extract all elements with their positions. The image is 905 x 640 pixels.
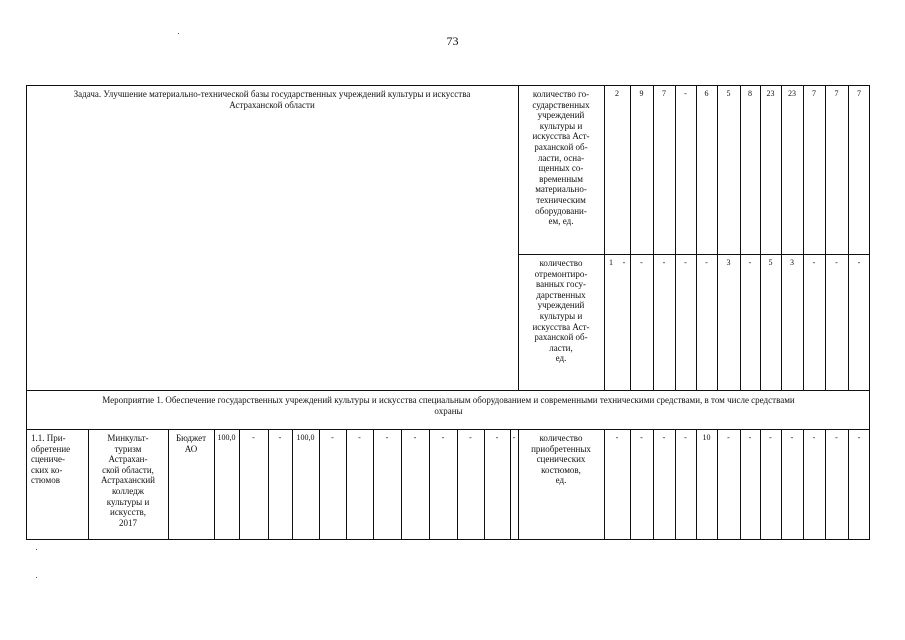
column-divider xyxy=(717,86,718,390)
indicator-label-repaired: количество отремонтиро- ванных госу- дарственных учреждений культуры и искусства Аст- раханской об- ласти, ед. xyxy=(532,258,590,364)
indicator-value-cell: 7 xyxy=(662,89,666,98)
finance-value-cell: - xyxy=(512,433,516,442)
finance-value-cell: - xyxy=(331,433,334,442)
column-divider xyxy=(825,86,826,390)
indicator-value-cell: - xyxy=(857,433,861,442)
finance-value-cell: - xyxy=(252,433,255,442)
indicator-value-cell: - xyxy=(640,258,643,267)
item-source: Бюджет АО xyxy=(175,433,207,454)
indicator-value-cell: - xyxy=(748,433,752,442)
row-divider xyxy=(518,254,870,255)
indicator-value-cell: 1 xyxy=(609,258,613,267)
scan-speck xyxy=(36,577,37,578)
column-divider xyxy=(630,86,631,390)
indicator-value-cell: 6 xyxy=(704,89,709,98)
task-title: Задача. Улучшение материально-технической базы государственных учреждений культуры и искусства Астраханской области xyxy=(73,89,471,110)
indicator-value-cell: 9 xyxy=(639,89,644,98)
indicator-value-cell: 7 xyxy=(857,89,861,98)
column-divider xyxy=(848,86,849,390)
column-divider xyxy=(717,429,718,540)
indicator-value-cell: 10 xyxy=(702,433,711,442)
indicator-value-cell: - xyxy=(684,433,687,442)
indicator-value-cell: - xyxy=(835,433,838,442)
indicator-value-cell: - xyxy=(812,258,816,267)
indicator-value-cell: - xyxy=(705,258,708,267)
column-divider xyxy=(781,429,782,540)
finance-value-cell: - xyxy=(385,433,389,442)
finance-value-cell: - xyxy=(278,433,282,442)
column-divider xyxy=(803,429,804,540)
column-divider xyxy=(675,429,676,540)
indicator-value-cell: 8 xyxy=(748,89,752,98)
column-divider xyxy=(239,429,240,540)
finance-value-cell: - xyxy=(441,433,445,442)
indicator-value-cell: - xyxy=(662,258,666,267)
indicator-value-cell: 2 xyxy=(615,89,619,98)
item-indicator-label: количество приобретенных сценических костюмов, ед. xyxy=(531,433,591,486)
indicator-value-cell: 5 xyxy=(726,89,731,98)
column-divider xyxy=(781,86,782,390)
column-divider xyxy=(457,429,458,540)
indicator-value-cell: - xyxy=(812,433,816,442)
column-divider xyxy=(319,429,320,540)
column-divider xyxy=(740,86,741,390)
item-executor: Минкульт- туризм Астрахан- ской области, Астраханский колледж культуры и искусств, 2017 xyxy=(101,433,155,528)
indicator-value-cell: - xyxy=(640,433,643,442)
indicator-value-cell: - xyxy=(748,258,752,267)
column-divider xyxy=(760,86,761,390)
column-divider xyxy=(848,429,849,540)
finance-value-cell: - xyxy=(469,433,472,442)
column-divider xyxy=(518,429,519,540)
column-divider xyxy=(484,429,485,540)
page-number: 73 xyxy=(446,34,459,48)
column-divider xyxy=(630,429,631,540)
column-divider xyxy=(518,86,519,390)
indicator-value-cell: - xyxy=(684,258,687,267)
column-divider xyxy=(604,429,605,540)
column-divider xyxy=(346,429,347,540)
row-divider xyxy=(27,390,870,391)
column-divider xyxy=(696,429,697,540)
measure-title: Мероприятие 1. Обеспечение государственных учреждений культуры и искусства специальным оборудованием и современными техническими средствами, в том числе средствами охраны xyxy=(102,395,795,416)
indicator-value-cell: - xyxy=(835,258,838,267)
indicator-value-cell: 3 xyxy=(726,258,731,267)
indicator-value-cell: 23 xyxy=(788,89,796,98)
scan-speck xyxy=(178,33,179,34)
column-divider xyxy=(604,86,605,390)
indicator-value-cell: - xyxy=(662,433,666,442)
indicator-value-cell: - xyxy=(727,433,730,442)
indicator-value-cell: 7 xyxy=(834,89,839,98)
finance-value-cell: - xyxy=(413,433,417,442)
column-divider xyxy=(696,86,697,390)
indicator-value-cell: - xyxy=(857,258,861,267)
indicator-value-cell: - xyxy=(622,258,626,267)
indicator-value-cell: 7 xyxy=(812,89,816,98)
indicator-value-cell: - xyxy=(615,433,619,442)
indicator-value-cell: 3 xyxy=(790,258,794,267)
finance-value-cell: - xyxy=(495,433,499,442)
column-divider xyxy=(825,429,826,540)
indicator-value-cell: - xyxy=(790,433,794,442)
finance-value-cell: - xyxy=(358,433,361,442)
column-divider xyxy=(760,429,761,540)
column-divider xyxy=(675,86,676,390)
indicator-label-equipped: количество го- сударственных учреждений культуры и искусства Аст- раханской об- ласти, осна- щенных со- временным материально- техническим оборудовани- ем, ед. xyxy=(532,89,590,227)
column-divider xyxy=(653,86,654,390)
scan-speck xyxy=(36,549,37,550)
program-table xyxy=(26,85,870,540)
indicator-value-cell: 5 xyxy=(768,258,773,267)
column-divider xyxy=(740,429,741,540)
column-divider xyxy=(510,429,511,540)
finance-value-cell: 100,0 xyxy=(296,433,315,442)
row-divider xyxy=(27,429,870,430)
indicator-value-cell: - xyxy=(769,433,772,442)
column-divider xyxy=(401,429,402,540)
column-divider xyxy=(429,429,430,540)
indicator-value-cell: - xyxy=(684,89,687,98)
item-number: 1.1. При- обретение сцениче- ских ко- стюмов xyxy=(31,433,71,486)
column-divider xyxy=(803,86,804,390)
indicator-value-cell: 23 xyxy=(766,89,775,98)
column-divider xyxy=(214,429,215,540)
column-divider xyxy=(653,429,654,540)
column-divider xyxy=(373,429,374,540)
finance-value-cell: 100,0 xyxy=(217,433,236,442)
column-divider xyxy=(268,429,269,540)
column-divider xyxy=(292,429,293,540)
